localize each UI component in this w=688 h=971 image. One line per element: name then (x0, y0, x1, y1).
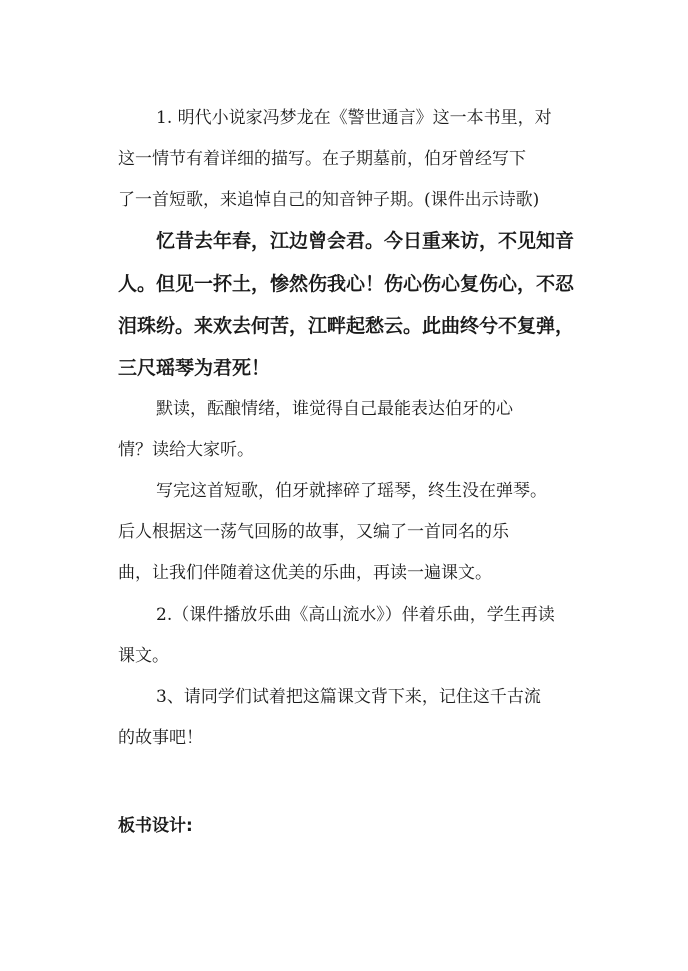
paragraph-1-line-2: 这一情节有着详细的描写。在子期墓前，伯牙曾经写下 (118, 149, 526, 169)
paragraph-4-line-2: 后人根据这一荡气回肠的故事，又编了一首同名的乐 (118, 522, 509, 542)
section-heading: 板书设计: (118, 816, 193, 836)
paragraph-1-line-1: 1. 明代小说家冯梦龙在《警世通言》这一本书里，对 (156, 108, 552, 128)
paragraph-6-line-1: 3、请同学们试着把这篇课文背下来，记住这千古流 (156, 687, 541, 707)
paragraph-5-line-2: 课文。 (118, 646, 169, 666)
poem-line-3: 泪珠纷。来欢去何苦，江畔起愁云。此曲终兮不复弹， (118, 315, 575, 337)
paragraph-3-line-1: 默读，酝酿情绪，谁觉得自己最能表达伯牙的心 (156, 399, 513, 419)
poem-line-4: 三尺瑶琴为君死！ (118, 357, 271, 379)
paragraph-4-line-1: 写完这首短歌，伯牙就摔碎了瑶琴，终生没在弹琴。 (156, 481, 547, 501)
paragraph-1-line-3: 了一首短歌，来追悼自己的知音钟子期。(课件出示诗歌) (118, 190, 540, 210)
poem-line-1: 忆昔去年春，江边曾会君。今日重来访，不见知音 (156, 230, 575, 252)
paragraph-3-line-2: 情？读给大家听。 (118, 440, 254, 460)
poem-line-2: 人。但见一抔土，惨然伤我心！伤心伤心复伤心，不忍 (118, 273, 575, 295)
paragraph-5-line-1: 2.（课件播放乐曲《高山流水》）伴着乐曲，学生再读 (156, 605, 555, 625)
paragraph-6-line-2: 的故事吧！ (118, 728, 203, 748)
paragraph-4-line-3: 曲，让我们伴随着这优美的乐曲，再读一遍课文。 (118, 563, 492, 583)
